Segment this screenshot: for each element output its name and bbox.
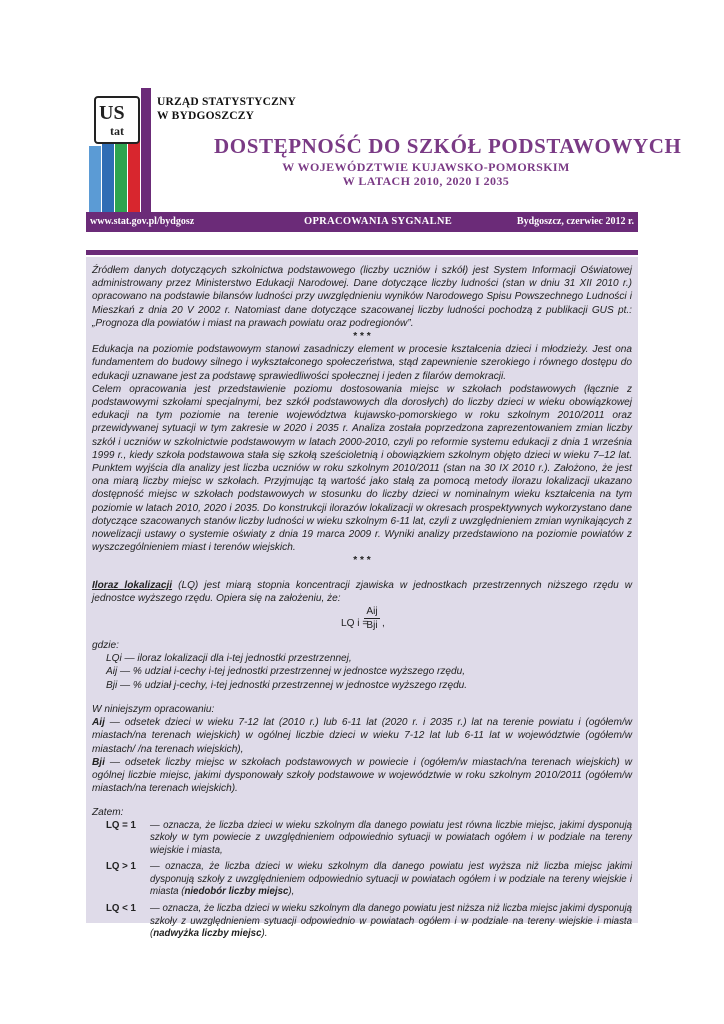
document-body (92, 264, 632, 941)
lq-greater-emphasis: niedobór liczby miejsc (184, 886, 289, 898)
paragraph-lq-definition (92, 579, 632, 605)
paragraph-goal: Celem opracowania jest przedstawienie poziomu dostosowania miejsc w szkołach podstawowych (łącznie z podstawowymi szkołami specjalnymi, bez szkół podstawowych dla dorosłych) do liczby dzieci w wieku obowiązkowej edukacji na tym poziomie na terenie województwa kujawsko-pomorskiego w roku szkolnym 2010/2011 oraz przewidywanej sytuacji w tym zakresie w 2020 i 2035 r. Analiza została poprzedzona zaprezentowaniem zmian liczby szkół i uczniów w szkolnictwie podstawowym w latach 2000-2010, czyli po reformie systemu edukacji z dnia 1 września 1999 r., kiedy szkoła podstawowa stała się szkołą sześcioletnią i obowiązkiem szkolnym objęto dzieci w wieku 7–12 lat. Punktem wyjścia dla analizy jest liczba uczniów w roku szkolnym 2010/2011 (stan na 30 IX 2010 r.). Założono, że jest ona miarą liczby miejsc w szkołach. Przyjmując tą wartość jako stałą za pomocą metody ilorazu lokalizacji ukazano dostępność miejsc w szkołach podstawowych w stosunku do liczby dzieci w nominalnym wieku kształcenia na tym poziomie w latach 2010, 2020 i 2035. Do konstrukcji ilorazów lokalizacji w okresach prospektywnych wykorzystano dane dotyczące szacowanych stanów liczby ludności w wieku szkolnym 6-11 lat, czyli z uwzględnieniem zmian wynikających z nowelizacji ustawy o systemie oświaty z dnia 19 marca 2009 r. Wyniki analizy przedstawiono na poziomie powiatów z wyszczególnieniem miast i terenów wiejskich. (92, 383, 632, 554)
page-subtitle-2: W LATACH 2010, 2020 I 2035 (342, 174, 510, 188)
lq-less-text: — oznacza, że liczba dzieci w wieku szkolnym dla danego powiatu jest niższa niż liczba miejsc jakimi dysponują szkoły z uwzględnieniem sytuacji odpowiednio w powiatach ogółem i w podziale na tereny wiejskie i miasta ( (150, 903, 632, 940)
paragraph-a-definition (92, 716, 632, 756)
paragraph-b-definition (92, 756, 632, 796)
paragraph-intro: Edukacja na poziomie podstawowym stanowi zasadniczy element w procesie kształcenia dzieci i młodzieży. Jest ona fundamentem do budowy silnego i wykształconego społeczeństwa, stąd zapewnienie szerokiego i równego dostępu do edukacji uznawane jest za podstawę sprawiedliwości społecznej i jeden z filarów demokracji. (92, 344, 632, 382)
lq-definition-text: (LQ) jest miarą stopnia koncentracji zjawiska w jednostkach przestrzennych niższego rzędu w jednostce wyższego rzędu. Opiera się na założeniu, że: (92, 579, 632, 604)
org-line-1: URZĄD STATYSTYCZNY (157, 96, 296, 108)
spacer-2 (92, 692, 632, 703)
lq-equal-text: — oznacza, że liczba dzieci w wieku szkolnym dla danego powiatu jest równa liczbie miejsc, jakimi dysponują szkoły w tym powiecie z uwzględnieniem odpowiednio sytuacji w powiatach ogółem i w podziale na tereny wiejskie i miasta, (150, 819, 632, 856)
org-line-2: W BYDGOSZCZY (157, 110, 255, 122)
formula-denominator: Bji (366, 620, 378, 632)
page-subtitle-1: W WOJEWÓDZTWIE KUJAWSKO-POMORSKIM (282, 160, 570, 174)
separator-stars: * * * (353, 331, 371, 343)
lq-equal-key: LQ = 1 (106, 819, 136, 831)
lq-less-item (92, 903, 632, 941)
place-date: Bydgoszcz, czerwiec 2012 r. (516, 216, 634, 227)
logo-emblem (94, 96, 140, 144)
logo-bar-purple (141, 88, 151, 212)
lq-formula (92, 605, 632, 639)
formula-comma: , (382, 618, 385, 630)
lq-less-key: LQ < 1 (106, 903, 136, 915)
spacer-3 (92, 795, 632, 806)
lq-greater-end: ), (288, 886, 295, 898)
formula-lhs: LQ i = (341, 618, 369, 630)
label-in-this-study: W niniejszym opracowaniu: (92, 703, 215, 715)
logo-bar-blue-light (89, 146, 101, 212)
a-definition-text: — odsetek dzieci w wieku 7-12 lat (2010 r.) lub 6-11 lat (2020 r. i 2035 r.) lat na terenie powiatu i (ogółem/w miastach/na terenach wiejskich) w ogólnej liczbie dzieci w wieku 7-12 lat lub 6-11 lat w województwie (ogółem/w miastach/ /na terenach wiejskich), (92, 717, 632, 755)
divider (86, 250, 638, 255)
a-key: Aij (92, 717, 105, 729)
lq-less-emphasis: nadwyżka liczby miejsc (153, 928, 262, 940)
logo (89, 88, 151, 212)
lq-greater-text: — oznacza, że liczba dzieci w wieku szkolnym dla danego powiatu jest wyższa niż liczba miejsc jakimi dysponują szkoły z uwzględnieniem odpowiednio sytuacji w powiatach ogółem i w podziale na tereny wiejskie i miasta ( (150, 861, 632, 898)
spacer (92, 568, 632, 579)
lq-equal-item (92, 820, 632, 858)
definition-b: Bji — % udział j-cechy, i-tej jednostki przestrzennej w jednostce wyższego rzędu. (106, 679, 468, 691)
logo-text-2: tat (110, 124, 124, 138)
org-name (157, 95, 296, 123)
header-strip (86, 212, 638, 232)
label-gdzie: gdzie: (92, 640, 119, 652)
formula-numerator: Aij (364, 605, 380, 619)
lq-term: Iloraz lokalizacji (92, 579, 173, 591)
definition-lq: LQi — iloraz lokalizacji dla i-tej jednostki przestrzennej, (106, 653, 352, 665)
page-title: DOSTĘPNOŚĆ DO SZKÓŁ PODSTAWOWYCH (214, 134, 682, 158)
formula-fraction (364, 605, 380, 632)
label-zatem: Zatem: (92, 807, 124, 819)
lq-greater-item (92, 861, 632, 899)
definition-a: Aij — % udział i-cechy i-tej jednostki przestrzennej w jednostce wyższego rzędu, (106, 666, 466, 678)
lq-less-end: ). (261, 928, 268, 940)
separator-stars-2: * * * (353, 555, 371, 567)
paragraph-sources: Źródłem danych dotyczących szkolnictwa podstawowego (liczby uczniów i szkół) jest System Informacji Oświatowej administrowany przez Ministerstwo Edukacji Narodowej. Dane dotyczące liczby ludności (stan w dniu 31 XII 2010 r.) opracowano na podstawie bilansów ludności przy uwzględnieniu wyników Narodowego Spisu Powszechnego Ludności i Mieszkań z dnia 20 V 2002 r. Natomiast dane dotyczące szacowanej liczby ludności pochodzą z publikacji GUS pt.: „Prognoza dla powiatów i miast na prawach powiatu oraz podregionów”. (92, 265, 632, 329)
lq-greater-key: LQ > 1 (106, 861, 136, 873)
website-link[interactable]: www.stat.gov.pl/bydgosz (90, 216, 195, 227)
b-key: Bji (92, 756, 105, 768)
b-definition-text: — odsetek liczby miejsc w szkołach podstawowych w powiecie i (ogółem/w miastach/na terenach wiejskich) w ogólnej liczbie miejsc, jakimi dysponowały szkoły podstawowe w województwie w roku szkolnym 2010/2011 (ogółem/w miastach/na terenach wiejskich). (92, 756, 632, 795)
logo-text: US (99, 102, 125, 124)
series-label: OPRACOWANIA SYGNALNE (304, 216, 453, 227)
